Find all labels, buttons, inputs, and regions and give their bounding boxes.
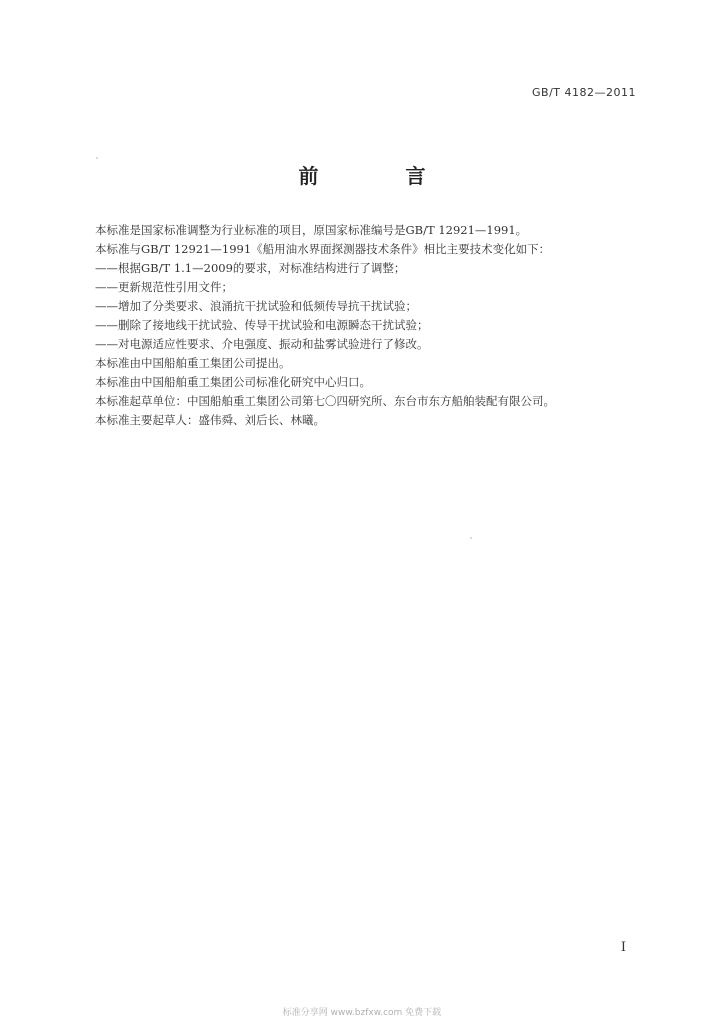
scan-speck [96,157,98,159]
foreword-body [95,221,655,430]
change-item-added-tests: ——增加了分类要求、浪涌抗干扰试验和低频传导抗干扰试验； [95,299,417,313]
watermark: 标准分享网 www.bzfxw.com 免费下载 [282,1008,442,1018]
change-item-modified-tests: ——对电源适应性要求、介电强度、振动和盐雾试验进行了修改。 [95,337,429,351]
page-title: 前 言 [298,164,466,188]
change-item-structure: ——根据GB/T 1.1—2009的要求，对标准结构进行了调整； [95,261,406,275]
paragraph-changes-intro: 本标准与GB/T 12921—1991《船用油水界面探测器技术条件》相比主要技术变化如下： [95,242,551,256]
paragraph-drafters: 本标准主要起草人：盛伟舜、刘后长、林曦。 [95,413,325,427]
page-number: I [620,940,626,955]
change-item-references: ——更新规范性引用文件； [95,280,233,294]
paragraph-centralized-by: 本标准由中国船舶重工集团公司标准化研究中心归口。 [95,375,371,389]
scan-speck [470,537,472,539]
change-item-deleted-tests: ——删除了接地线干扰试验、传导干扰试验和电源瞬态干扰试验； [95,318,429,332]
paragraph-proposer: 本标准由中国船舶重工集团公司提出。 [95,356,291,370]
paragraph-adjustment-note: 本标准是国家标准调整为行业标准的项目，原国家标准编号是GB/T 12921—1991。 [95,223,528,237]
standard-code: GB/T 4182—2011 [532,86,636,99]
paragraph-drafting-units: 本标准起草单位：中国船舶重工集团公司第七〇四研究所、东台市东方船舶装配有限公司。 [95,394,555,408]
